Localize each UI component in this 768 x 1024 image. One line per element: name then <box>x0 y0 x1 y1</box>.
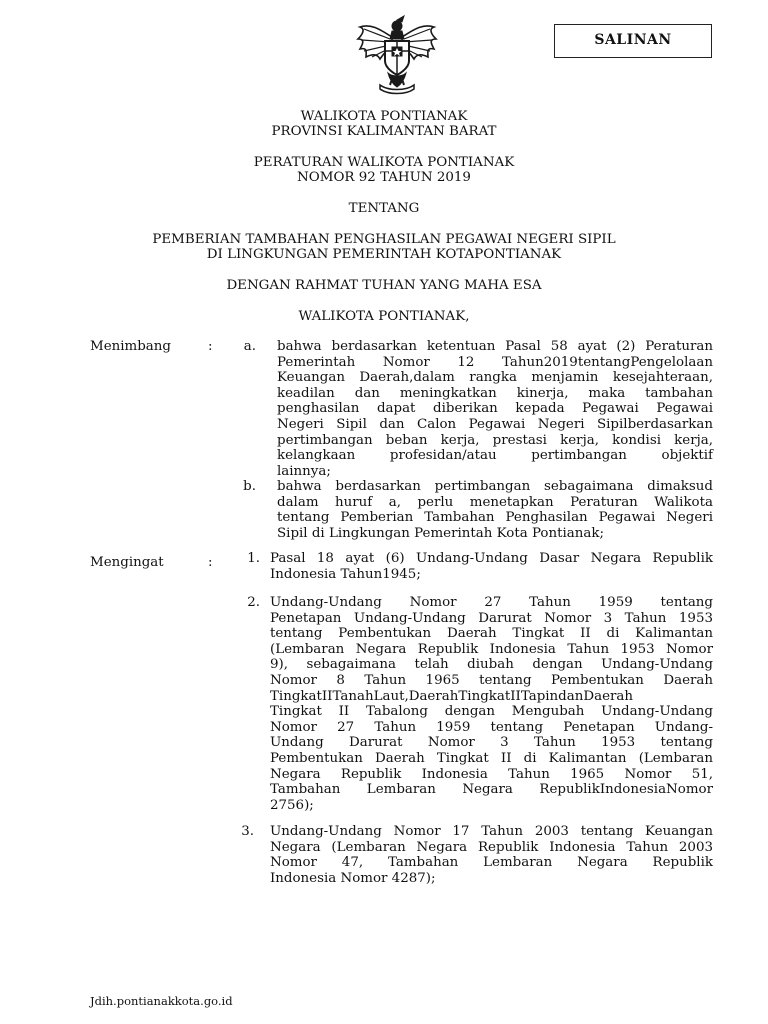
menimbang-colon: : <box>208 339 213 354</box>
subject-line-1: PEMBERIAN TAMBAHAN PENGHASILAN PEGAWAI NEGERI SIPIL <box>152 232 616 247</box>
footer-url: Jdih.pontianakkota.go.id <box>90 994 233 1008</box>
text-line: Undang-Undang Nomor 27 Tahun 1959 tentang <box>270 595 713 610</box>
text-line: Negara Republik Indonesia Tahun 1965 Nomor 51, <box>270 766 713 782</box>
item-a-text <box>277 339 713 479</box>
garuda-emblem-icon <box>352 13 442 103</box>
text-line: 2756); <box>270 797 314 813</box>
text-line: Indonesia Tahun1945; <box>270 566 421 582</box>
text-line: Pasal 18 ayat (6) Undang-Undang Dasar Negara Republik <box>270 551 713 566</box>
text-line: TingkatIITanahLaut,DaerahTingkatIITapindanDaerah <box>270 688 634 704</box>
text-line: Nomor 47, Tambahan Lembaran Negara Republik <box>270 855 713 871</box>
text-line: Nomor 8 Tahun 1965 tentang Pembentukan Daerah <box>270 672 713 688</box>
text-line: kelangkaan profesidan/atau pertimbangan objektif <box>277 448 713 464</box>
item-1-mark: 1. <box>247 551 260 566</box>
text-line: penghasilan dapat diberikan kepada Pegawai Pegawai <box>277 401 713 417</box>
text-line: Pemerintah Nomor 12 Tahun2019tentangPengelolaan <box>277 354 713 370</box>
rahmat-line: DENGAN RAHMAT TUHAN YANG MAHA ESA <box>226 278 542 293</box>
tentang-heading: TENTANG <box>348 201 420 216</box>
regulation-title: PERATURAN WALIKOTA PONTIANAK <box>253 155 515 170</box>
text-line: bahwa berdasarkan pertimbangan sebagaimana dimaksud <box>277 479 713 494</box>
text-line: lainnya; <box>277 463 331 479</box>
text-line: bahwa berdasarkan ketentuan Pasal 58 ayat (2) Peraturan <box>277 339 713 354</box>
item-3-mark: 3. <box>241 824 254 839</box>
text-line: Indonesia Nomor 4287); <box>270 870 436 886</box>
regulation-number: NOMOR 92 TAHUN 2019 <box>297 170 471 185</box>
text-line: tentang Pemberian Tambahan Penghasilan Pegawai Negeri <box>277 510 713 526</box>
item-2-mark: 2. <box>247 595 260 610</box>
text-line: dalam huruf a, perlu menetapkan Peraturan Walikota <box>277 494 713 510</box>
item-a-mark: a. <box>243 339 256 354</box>
header-walikota: WALIKOTA PONTIANAK <box>300 109 468 124</box>
subject-line-2: DI LINGKUNGAN PEMERINTAH KOTAPONTIANAK <box>206 247 562 262</box>
item-3-text <box>270 824 713 886</box>
item-1-text <box>270 551 713 582</box>
text-line: Negara (Lembaran Negara Republik Indonesia Tahun 2003 <box>270 839 713 855</box>
text-line: Keuangan Daerah,dalam rangka menjamin kesejahteraan, <box>277 370 713 386</box>
mengingat-colon: : <box>208 555 213 570</box>
menimbang-label: Menimbang <box>90 339 171 354</box>
mengingat-label: Mengingat <box>90 555 164 570</box>
item-b-mark: b. <box>243 479 256 494</box>
header-provinsi: PROVINSI KALIMANTAN BARAT <box>271 124 497 139</box>
text-line: Pembentukan Daerah Tingkat II di Kalimantan (Lembaran <box>270 750 713 766</box>
text-line: tentang Pembentukan Daerah Tingkat II di Kalimantan <box>270 626 713 642</box>
text-line: Nomor 27 Tahun 1959 tentang Penetapan Undang- <box>270 719 713 735</box>
walikota-line: WALIKOTA PONTIANAK, <box>298 309 470 324</box>
salinan-stamp: SALINAN <box>554 24 712 58</box>
text-line: pertimbangan beban kerja, prestasi kerja, kondisi kerja, <box>277 432 713 448</box>
text-line: 9), sebagaimana telah diubah dengan Undang-Undang <box>270 657 713 673</box>
text-line: (Lembaran Negara Republik Indonesia Tahun 1953 Nomor <box>270 641 713 657</box>
item-2-text <box>270 595 713 813</box>
text-line: Undang Darurat Nomor 3 Tahun 1953 tentang <box>270 735 713 751</box>
text-line: Tambahan Lembaran Negara RepublikIndonesiaNomor <box>270 782 713 798</box>
text-line: Tingkat II Tabalong dengan Mengubah Undang-Undang <box>270 704 713 720</box>
text-line: keadilan dan meningkatkan kinerja, maka tambahan <box>277 385 713 401</box>
text-line: Penetapan Undang-Undang Darurat Nomor 3 Tahun 1953 <box>270 610 713 626</box>
text-line: Undang-Undang Nomor 17 Tahun 2003 tentang Keuangan <box>270 824 713 839</box>
text-line: Sipil di Lingkungan Pemerintah Kota Pontianak; <box>277 525 604 541</box>
text-line: Negeri Sipil dan Calon Pegawai Negeri Sipilberdasarkan <box>277 416 713 432</box>
item-b-text <box>277 479 713 541</box>
